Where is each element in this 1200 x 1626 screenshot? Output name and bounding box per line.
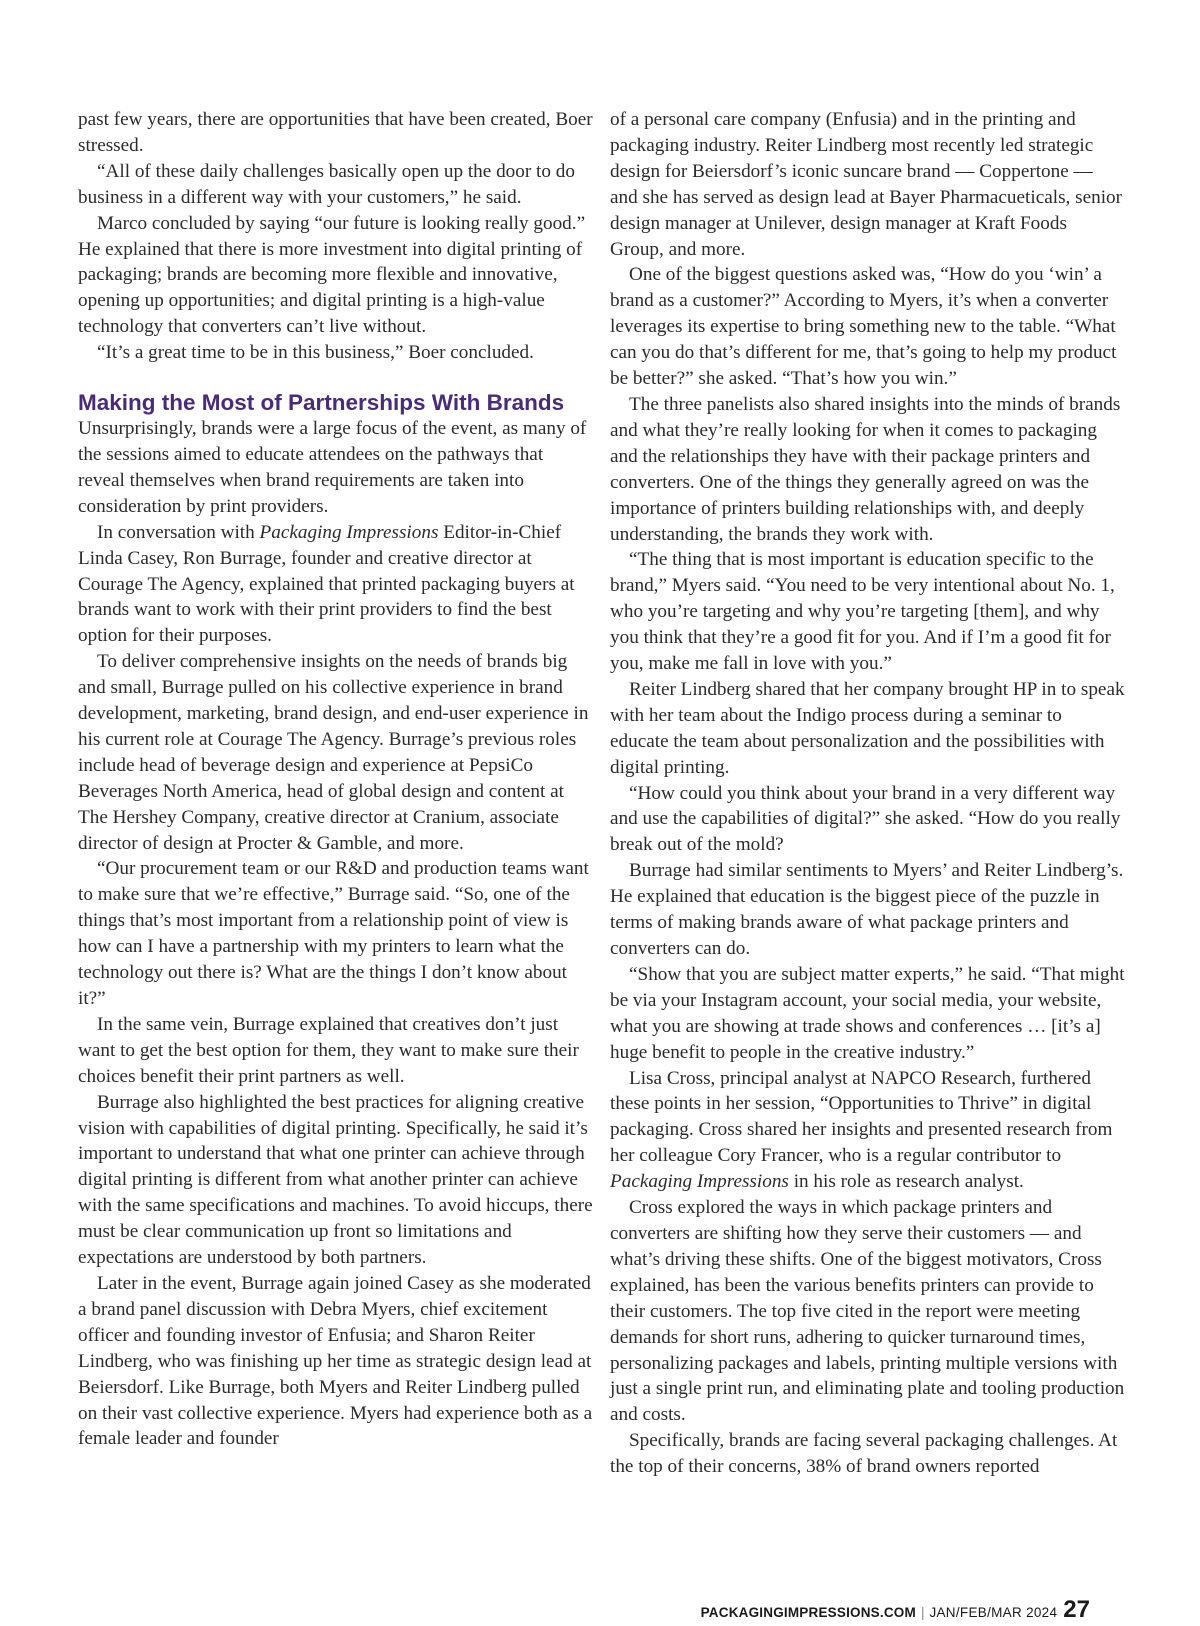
paragraph: One of the biggest questions asked was, “How do you ‘win’ a brand as a customer?” According to Myers, it’s when a converter leverages its expertise to bring something new to the table. “What can you do that’s different for me, that’s going to help my product be better?” she asked. “That’s how you win.” [610,264,1117,390]
left-column [78,107,593,1452]
paragraph: Later in the event, Burrage again joined Casey as she moderated a brand panel discussion with Debra Myers, chief excitement officer and founding investor of Enfusia; and Sharon Reiter Lindberg, who was finishing up her time as strategic design lead at Beiersdorf. Like Burrage, both Myers and Reiter Lindberg pulled on their vast collective experience. Myers had experience both as a female leader and founder [78,1272,593,1450]
paragraph: of a personal care company (Enfusia) and in the printing and packaging industry. Reiter Lindberg most recently led strategic design for Beiersdorf’s iconic suncare brand — Coppertone — and she has served as design lead at Bayer Pharmacueticals, senior design manager at Unilever, design manager at Kraft Foods Group, and more. [610,109,1123,260]
text-run: In conversation with [97,521,260,543]
section-heading: Making the Most of Partnerships With Brands [78,390,565,416]
paragraph: Specifically, brands are facing several packaging challenges. At the top of their concerns, 38% of brand owners reported [610,1430,1118,1478]
paragraph: “Show that you are subject matter experts,” he said. “That might be via your Instagram account, your social media, your website, what you are showing at trade shows and conferences … [it’s a] huge benefit to people in the creative industry.” [610,963,1125,1063]
paragraph: past few years, there are opportunities that have been created, Boer stressed. [78,109,593,156]
website-url: PACKAGINGIMPRESSIONS.COM [700,1605,916,1620]
text-run: Editor-in-Chief Linda Casey, Ron Burrage, founder and creative director at Courage The Agency, explained that printed packaging buyers at brands want to work with their print providers to find the best option for their purposes. [78,521,575,647]
paragraph: Marco concluded by saying “our future is looking really good.” He explained that there is more investment into digital printing of packaging; brands are becoming more flexible and innovative, opening up opportunities; and digital printing is a high-value technology that converters can’t live without. [78,212,586,338]
paragraph: Burrage had similar sentiments to Myers’ and Reiter Lindberg’s. He explained that education is the biggest piece of the puzzle in terms of making brands aware of what package printers and converters can do. [610,860,1124,959]
paragraph: Unsurprisingly, brands were a large focus of the event, as many of the sessions aimed to educate attendees on the pathways that reveal themselves when brand requirements are taken into consideration by print providers. [78,418,587,517]
page-footer [701,1596,1090,1624]
paragraph: Burrage also highlighted the best practices for aligning creative vision with capabilities of digital printing. Specifically, he said it’s important to understand that what one printer can achieve through digital printing is different from what another printer can achieve with the same specifications and machines. To avoid hiccups, there must be clear communication up front so limitations and expectations are understood by both partners. [78,1091,593,1269]
paragraph: “It’s a great time to be in this business,” Boer concluded. [97,342,534,364]
text-run: Lisa Cross, principal analyst at NAPCO Research, furthered these points in her session, “Opportunities to Thrive” in digital packaging. Cross shared her insights and presented research from her colleague Cory Francer, who is a regular contributor to [610,1067,1113,1167]
publication-title: Packaging Impressions [259,521,439,543]
paragraph [78,520,593,650]
paragraph: “Our procurement team or our R&D and production teams want to make sure that we’re effective,” Burrage said. “So, one of the things that’s most important from a relationship point of view is how can I have a partnership with my printers to learn what the technology out there is? What are the things I don’t know about it?” [78,858,589,1009]
paragraph: Reiter Lindberg shared that her company brought HP in to speak with her team about the Indigo process during a seminar to educate the team about personalization and the possibilities with digital printing. [610,678,1125,778]
footer-separator: | [920,1605,925,1620]
paragraph: The three panelists also shared insights into the minds of brands and what they’re really looking for when it comes to packaging and the relationships they have with their package printers and converters. One of the things they generally agreed on was the importance of printers building relationships with, and deeply understanding, the brands they work with. [610,393,1121,545]
paragraph: “How could you think about your brand in a very different way and use the capabilities of digital?” she asked. “How do you really break out of the mold? [610,782,1121,856]
paragraph: To deliver comprehensive insights on the needs of brands big and small, Burrage pulled on his collective experience in brand development, marketing, brand design, and end-user experience in his current role at Courage The Agency. Burrage’s previous roles include head of beverage design and experience at PepsiCo Beverages North America, head of global design and content at The Hershey Company, creative director at Cranium, associate director of design at Procter & Gamble, and more. [78,651,589,854]
page-number: 27 [1063,1596,1090,1623]
issue-date: JAN/FEB/MAR 2024 [929,1605,1058,1620]
paragraph [610,1066,1125,1196]
text-run: in his role as research analyst. [788,1171,1024,1193]
paragraph: “All of these daily challenges basically open up the door to do business in a different way with your customers,” he said. [78,160,575,208]
publication-title: Packaging Impressions [610,1171,789,1193]
paragraph: In the same vein, Burrage explained that creatives don’t just want to get the best option for them, they want to make sure their choices benefit their print partners as well. [78,1013,579,1087]
right-column [610,107,1125,1480]
paragraph: Cross explored the ways in which package printers and converters are shifting how they serve their customers — and what’s driving these shifts. One of the biggest motivators, Cross explained, has been the various benefits printers can provide to their customers. The top five cited in the report were meeting demands for short runs, adhering to quicker turnaround times, personalizing packages and labels, printing multiple versions with just a single print run, and eliminating plate and tooling production and costs. [610,1197,1125,1426]
paragraph: “The thing that is most important is education specific to the brand,” Myers said. “You need to be very intentional about No. 1, who you’re targeting and why you’re targeting [them], and why you think that they’re a good fit for you. And if I’m a good fit for you, make me fall in love with you.” [610,549,1115,675]
